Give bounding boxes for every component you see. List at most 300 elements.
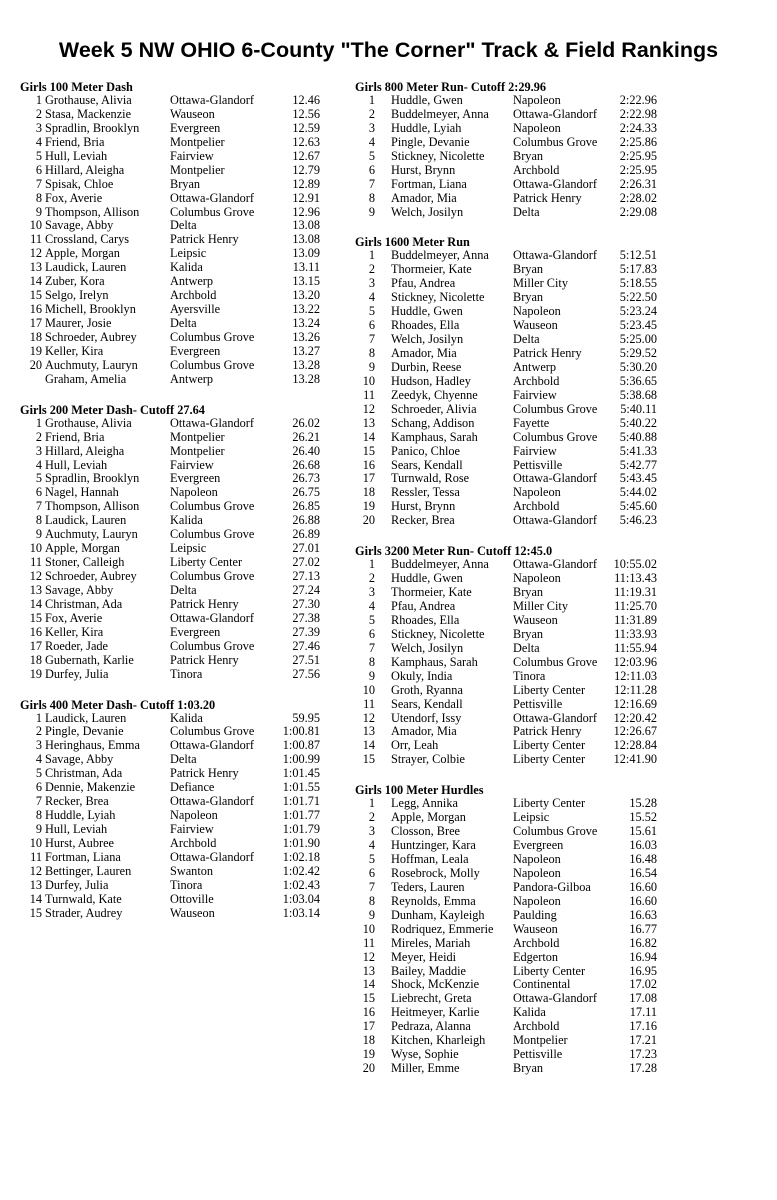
ranking-row <box>20 668 336 682</box>
rank: 6 <box>35 162 42 177</box>
result-mark: 13.28 <box>292 371 320 386</box>
ranking-row <box>20 795 336 809</box>
rank: 16 <box>362 1005 375 1020</box>
result-mark: 13.09 <box>292 246 320 261</box>
school-name: Columbus Grove <box>170 724 255 739</box>
rank: 13 <box>362 724 375 739</box>
school-name: Napoleon <box>513 120 561 135</box>
ranking-row <box>355 600 665 614</box>
school-name: Ottawa-Glandorf <box>170 93 254 107</box>
rank: 7 <box>368 176 375 191</box>
school-name: Ottawa-Glandorf <box>513 991 597 1006</box>
school-name: Liberty Center <box>513 738 586 753</box>
result-mark: 5:42.77 <box>619 457 657 472</box>
result-mark: 13.22 <box>292 302 320 317</box>
result-mark: 2:29.08 <box>619 204 657 219</box>
ranking-row <box>20 753 336 767</box>
result-mark: 26.73 <box>292 471 320 486</box>
athlete-name: Welch, Josilyn <box>391 204 464 219</box>
athlete-name: Friend, Bria <box>45 429 105 444</box>
result-mark: 1:00.99 <box>282 752 320 767</box>
rank: 8 <box>368 346 375 360</box>
rank: 4 <box>35 457 42 472</box>
ranking-row <box>355 291 665 305</box>
school-name: Patrick Henry <box>170 232 239 247</box>
school-name: Columbus Grove <box>513 134 598 149</box>
result-mark: 1:03.04 <box>282 891 320 906</box>
result-mark: 5:23.45 <box>619 318 657 333</box>
rank: 20 <box>29 357 42 372</box>
school-name: Tinora <box>170 666 203 681</box>
athlete-name: Hull, Leviah <box>45 822 108 836</box>
school-name: Kalida <box>170 260 203 275</box>
athlete-name: Schroeder, Alivia <box>391 401 477 416</box>
result-mark: 11:13.43 <box>614 571 657 586</box>
ranking-row <box>20 459 336 473</box>
result-mark: 1:01.71 <box>282 794 320 809</box>
ranking-row <box>355 347 665 361</box>
rank: 2 <box>368 262 375 277</box>
school-name: Columbus Grove <box>170 329 255 344</box>
athlete-name: Amador, Mia <box>391 346 457 360</box>
school-name: Bryan <box>513 262 544 277</box>
school-name: Fairview <box>513 443 557 458</box>
athlete-name: Huddle, Lyiah <box>45 808 116 823</box>
athlete-name: Maurer, Josie <box>45 316 112 330</box>
athlete-name: Kamphaus, Sarah <box>391 429 478 444</box>
athlete-name: Closson, Bree <box>391 824 460 839</box>
athlete-name: Rosebrock, Molly <box>391 865 480 880</box>
school-name: Archbold <box>170 288 217 303</box>
school-name: Ottawa-Glandorf <box>513 513 597 528</box>
result-mark: 2:22.98 <box>619 106 657 121</box>
result-mark: 5:12.51 <box>619 248 657 263</box>
school-name: Fairview <box>170 148 214 163</box>
result-mark: 1:02.42 <box>282 863 320 878</box>
rank: 14 <box>362 429 375 444</box>
athlete-name: Miller, Emme <box>391 1061 460 1076</box>
ranking-row <box>20 472 336 486</box>
school-name: Patrick Henry <box>513 190 582 205</box>
result-mark: 13.11 <box>292 260 320 275</box>
result-mark: 11:19.31 <box>614 585 657 600</box>
ranking-row <box>355 951 665 965</box>
ranking-row <box>20 837 336 851</box>
result-mark: 1:01.90 <box>282 835 320 850</box>
school-name: Patrick Henry <box>513 724 582 739</box>
ranking-row <box>355 978 665 992</box>
rank: 1 <box>368 248 375 263</box>
ranking-row <box>20 417 336 431</box>
school-name: Ottawa-Glandorf <box>513 176 597 191</box>
ranking-row <box>355 614 665 628</box>
athlete-name: Friend, Bria <box>45 134 105 149</box>
ranking-row <box>20 164 336 178</box>
ranking-row <box>355 628 665 642</box>
ranking-row <box>355 486 665 500</box>
rank: 1 <box>35 710 42 725</box>
rank: 1 <box>35 415 42 430</box>
athlete-name: Durbin, Reese <box>391 359 462 374</box>
result-mark: 10:55.02 <box>613 557 657 572</box>
rank: 15 <box>29 288 42 303</box>
athlete-name: Mireles, Mariah <box>391 935 471 950</box>
ranking-row <box>355 514 665 528</box>
rank: 8 <box>35 190 42 205</box>
result-mark: 17.08 <box>629 991 657 1006</box>
school-name: Montpelier <box>513 1033 568 1048</box>
result-mark: 12.46 <box>292 93 320 107</box>
rank: 15 <box>362 752 375 767</box>
event-title: Girls 400 Meter Dash- Cutoff 1:03.20 <box>20 697 216 712</box>
athlete-name: Auchmuty, Lauryn <box>45 527 138 542</box>
rank: 6 <box>368 865 375 880</box>
school-name: Napoleon <box>513 865 561 880</box>
event-section <box>355 783 665 1076</box>
result-mark: 16.77 <box>629 921 657 936</box>
athlete-name: Schroeder, Aubrey <box>45 329 137 344</box>
rank: 15 <box>362 443 375 458</box>
rank: 3 <box>368 824 375 839</box>
result-mark: 11:25.70 <box>614 599 657 613</box>
ranking-row <box>355 206 665 220</box>
school-name: Fairview <box>170 822 214 836</box>
rank: 1 <box>368 796 375 811</box>
rank: 16 <box>29 624 42 639</box>
event-section <box>355 235 665 528</box>
school-name: Tinora <box>513 668 546 683</box>
rank: 6 <box>35 780 42 795</box>
school-name: Napoleon <box>513 304 561 319</box>
result-mark: 27.30 <box>292 596 320 611</box>
school-name: Wauseon <box>513 612 558 627</box>
rank: 18 <box>362 485 375 500</box>
school-name: Columbus Grove <box>513 429 598 444</box>
ranking-row <box>20 809 336 823</box>
rank: 5 <box>35 148 42 163</box>
ranking-row <box>355 1034 665 1048</box>
rank: 6 <box>368 626 375 641</box>
ranking-row <box>355 459 665 473</box>
school-name: Pettisville <box>513 457 563 472</box>
rank: 13 <box>29 582 42 597</box>
result-mark: 27.24 <box>292 582 320 597</box>
ranking-row <box>355 698 665 712</box>
athlete-name: Laudick, Lauren <box>45 710 127 725</box>
ranking-row <box>20 584 336 598</box>
result-mark: 5:40.11 <box>620 401 657 416</box>
rank: 11 <box>30 849 42 864</box>
school-name: Ottawa-Glandorf <box>170 610 254 625</box>
school-name: Bryan <box>513 626 544 641</box>
school-name: Patrick Henry <box>170 766 239 781</box>
rank: 2 <box>368 810 375 825</box>
result-mark: 27.39 <box>292 624 320 639</box>
athlete-name: Gubernath, Karlie <box>45 652 134 667</box>
result-mark: 13.24 <box>292 316 320 330</box>
result-mark: 16.54 <box>629 865 657 880</box>
school-name: Napoleon <box>513 485 561 500</box>
ranking-row <box>355 656 665 670</box>
athlete-name: Apple, Morgan <box>391 810 466 825</box>
event-section <box>20 80 336 387</box>
ranking-row <box>355 1020 665 1034</box>
athlete-name: Stickney, Nicolette <box>391 626 485 641</box>
school-name: Evergreen <box>170 343 221 358</box>
school-name: Continental <box>513 977 571 992</box>
ranking-row <box>355 797 665 811</box>
rank: 19 <box>362 1047 375 1062</box>
ranking-row <box>20 178 336 192</box>
school-name: Napoleon <box>170 808 218 823</box>
school-name: Delta <box>170 752 197 767</box>
result-mark: 12.63 <box>292 134 320 149</box>
result-mark: 5:17.83 <box>619 262 657 277</box>
rank: 3 <box>35 120 42 135</box>
school-name: Leipsic <box>170 541 207 556</box>
school-name: Bryan <box>513 1061 544 1076</box>
ranking-row <box>355 1006 665 1020</box>
ranking-row <box>20 303 336 317</box>
rank: 5 <box>35 766 42 781</box>
athlete-name: Shock, McKenzie <box>391 977 480 992</box>
rank: 13 <box>362 963 375 978</box>
athlete-name: Fortman, Liana <box>45 849 121 864</box>
result-mark: 11:33.93 <box>614 626 657 641</box>
result-mark: 12:26.67 <box>613 724 657 739</box>
rank: 8 <box>368 893 375 908</box>
right-column <box>355 80 665 1092</box>
result-mark: 12.56 <box>292 106 320 121</box>
ranking-row <box>20 345 336 359</box>
result-mark: 16.60 <box>629 893 657 908</box>
result-mark: 17.16 <box>629 1019 657 1034</box>
event-title: Girls 100 Meter Dash <box>20 80 133 94</box>
rank: 18 <box>29 329 42 344</box>
ranking-row <box>20 570 336 584</box>
event-title: Girls 1600 Meter Run <box>355 235 470 250</box>
rank: 9 <box>368 204 375 219</box>
ranking-row <box>355 923 665 937</box>
rank: 17 <box>362 1019 375 1034</box>
athlete-name: Apple, Morgan <box>45 541 120 556</box>
rank: 7 <box>368 640 375 655</box>
result-mark: 1:01.79 <box>282 822 320 836</box>
athlete-name: Stoner, Calleigh <box>45 555 125 570</box>
school-name: Ottawa-Glandorf <box>513 557 597 572</box>
rank: 17 <box>362 471 375 486</box>
athlete-name: Kitchen, Kharleigh <box>391 1033 486 1048</box>
school-name: Columbus Grove <box>170 527 255 542</box>
athlete-name: Groth, Ryanna <box>391 682 463 697</box>
result-mark: 12:20.42 <box>613 710 657 725</box>
result-mark: 1:02.43 <box>282 877 320 892</box>
athlete-name: Hurst, Brynn <box>391 162 456 177</box>
ranking-row <box>20 823 336 837</box>
rank: 15 <box>29 610 42 625</box>
ranking-row <box>20 739 336 753</box>
athlete-name: Apple, Morgan <box>45 246 120 261</box>
ranking-row <box>355 965 665 979</box>
result-mark: 15.28 <box>629 796 657 811</box>
ranking-row <box>355 445 665 459</box>
result-mark: 17.21 <box>629 1033 657 1048</box>
school-name: Tinora <box>170 877 203 892</box>
rank: 14 <box>362 738 375 753</box>
result-mark: 27.51 <box>292 652 320 667</box>
ranking-row <box>355 431 665 445</box>
athlete-name: Liebrecht, Greta <box>391 991 472 1006</box>
athlete-name: Huddle, Gwen <box>391 304 463 319</box>
school-name: Ottawa-Glandorf <box>513 248 597 263</box>
result-mark: 1:01.77 <box>282 808 320 823</box>
athlete-name: Michell, Brooklyn <box>45 302 136 317</box>
ranking-row <box>20 626 336 640</box>
school-name: Swanton <box>170 863 214 878</box>
school-name: Columbus Grove <box>513 401 598 416</box>
school-name: Archbold <box>513 499 560 514</box>
rank: 12 <box>362 710 375 725</box>
athlete-name: Sears, Kendall <box>391 457 463 472</box>
athlete-name: Savage, Abby <box>45 218 114 233</box>
rank: 12 <box>362 949 375 964</box>
ranking-row <box>355 178 665 192</box>
result-mark: 27.38 <box>292 610 320 625</box>
ranking-row <box>355 684 665 698</box>
result-mark: 5:45.60 <box>619 499 657 514</box>
result-mark: 5:36.65 <box>619 373 657 388</box>
rank: 4 <box>368 599 375 613</box>
ranking-row <box>20 865 336 879</box>
result-mark: 26.02 <box>292 415 320 430</box>
result-mark: 5:30.20 <box>619 359 657 374</box>
athlete-name: Huddle, Gwen <box>391 93 463 107</box>
ranking-row <box>355 839 665 853</box>
school-name: Ottoville <box>170 891 214 906</box>
school-name: Antwerp <box>170 371 214 386</box>
school-name: Archbold <box>513 162 560 177</box>
rank: 3 <box>35 738 42 753</box>
rank: 11 <box>363 935 375 950</box>
result-mark: 27.02 <box>292 555 320 570</box>
rank: 13 <box>29 877 42 892</box>
school-name: Ottawa-Glandorf <box>170 794 254 809</box>
athlete-name: Rodriquez, Emmerie <box>391 921 494 936</box>
school-name: Fayette <box>513 415 550 430</box>
athlete-name: Welch, Josilyn <box>391 332 464 347</box>
rank: 3 <box>368 120 375 135</box>
result-mark: 1:03.14 <box>282 905 320 920</box>
athlete-name: Durfey, Julia <box>45 666 109 681</box>
athlete-name: Amador, Mia <box>391 190 457 205</box>
school-name: Ottawa-Glandorf <box>170 190 254 205</box>
rank: 2 <box>368 106 375 121</box>
rank: 9 <box>368 907 375 922</box>
school-name: Columbus Grove <box>170 499 255 514</box>
event-section <box>355 544 665 767</box>
result-mark: 13.27 <box>292 343 320 358</box>
ranking-row <box>355 825 665 839</box>
athlete-name: Dennie, Makenzie <box>45 780 136 795</box>
result-mark: 59.95 <box>292 710 320 725</box>
athlete-name: Okuly, India <box>391 668 453 683</box>
ranking-row <box>20 514 336 528</box>
result-mark: 13.08 <box>292 218 320 233</box>
school-name: Edgerton <box>513 949 559 964</box>
athlete-name: Pingle, Devanie <box>391 134 470 149</box>
ranking-row <box>355 136 665 150</box>
event-title: Girls 200 Meter Dash- Cutoff 27.64 <box>20 402 205 417</box>
ranking-row <box>355 108 665 122</box>
athlete-name: Meyer, Heidi <box>391 949 457 964</box>
rank: 16 <box>362 457 375 472</box>
result-mark: 15.61 <box>629 824 657 839</box>
ranking-row <box>355 867 665 881</box>
result-mark: 2:28.02 <box>619 190 657 205</box>
school-name: Archbold <box>170 835 217 850</box>
school-name: Liberty Center <box>513 796 586 811</box>
rank: 12 <box>29 246 42 261</box>
ranking-row <box>355 94 665 108</box>
result-mark: 12:11.03 <box>614 668 657 683</box>
school-name: Patrick Henry <box>170 652 239 667</box>
athlete-name: Pedraza, Alanna <box>391 1019 471 1034</box>
ranking-row <box>355 753 665 767</box>
rank: 5 <box>368 852 375 866</box>
rank: 20 <box>362 1061 375 1076</box>
athlete-name: Pfau, Andrea <box>391 599 456 613</box>
rank: 2 <box>35 106 42 121</box>
rank: 8 <box>35 513 42 528</box>
school-name: Ottawa-Glandorf <box>513 106 597 121</box>
athlete-name: Panico, Chloe <box>391 443 460 458</box>
athlete-name: Laudick, Lauren <box>45 513 127 528</box>
result-mark: 27.13 <box>292 569 320 583</box>
athlete-name: Laudick, Lauren <box>45 260 127 275</box>
ranking-row <box>355 417 665 431</box>
rank: 8 <box>35 808 42 823</box>
rank: 5 <box>368 148 375 163</box>
rank: 10 <box>362 921 375 936</box>
athlete-name: Recker, Brea <box>391 513 455 528</box>
athlete-name: Nagel, Hannah <box>45 485 119 500</box>
school-name: Antwerp <box>513 359 557 374</box>
school-name: Paulding <box>513 907 557 922</box>
athlete-name: Hudson, Hadley <box>391 373 471 388</box>
athlete-name: Utendorf, Issy <box>391 710 462 725</box>
athlete-name: Thompson, Allison <box>45 499 140 514</box>
athlete-name: Pfau, Andrea <box>391 276 456 291</box>
school-name: Delta <box>170 316 197 330</box>
athlete-name: Buddelmeyer, Anna <box>391 106 489 121</box>
rank: 4 <box>368 290 375 305</box>
result-mark: 26.68 <box>292 457 320 472</box>
result-mark: 12.91 <box>292 190 320 205</box>
athlete-name: Hull, Leviah <box>45 148 108 163</box>
athlete-name: Stickney, Nicolette <box>391 148 485 163</box>
rank: 3 <box>368 585 375 600</box>
school-name: Napoleon <box>170 485 218 500</box>
school-name: Columbus Grove <box>513 824 598 839</box>
result-mark: 17.28 <box>629 1061 657 1076</box>
rank: 2 <box>35 429 42 444</box>
school-name: Archbold <box>513 1019 560 1034</box>
rank: 20 <box>362 513 375 528</box>
ranking-row <box>20 640 336 654</box>
ranking-row <box>20 654 336 668</box>
school-name: Bryan <box>513 585 544 600</box>
athlete-name: Stickney, Nicolette <box>391 290 485 305</box>
